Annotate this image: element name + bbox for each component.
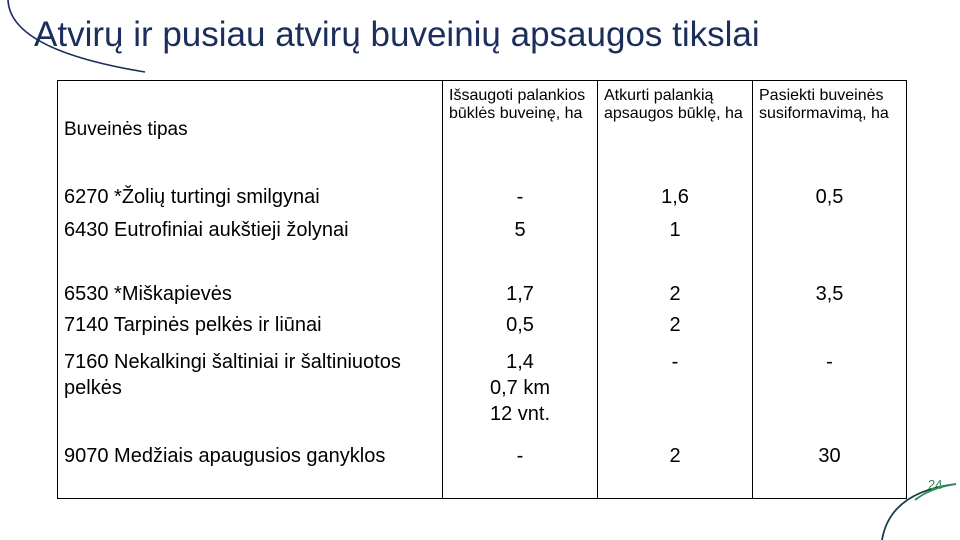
preserve-value-count: 12 vnt.: [489, 402, 551, 425]
restore-cell: 2: [598, 310, 753, 343]
table-row: [58, 437, 907, 499]
preserve-cell: 0,5: [443, 310, 598, 343]
habitat-goals-table: [57, 80, 907, 499]
formation-cell: 3,5: [753, 276, 907, 310]
habitat-type-cell: 9070 Medžiais apaugusios ganyklos: [58, 437, 443, 499]
habitat-type-cell: 6530 *Miškapievės: [58, 276, 443, 310]
table-row: [58, 343, 907, 437]
preserve-cell: -: [443, 437, 598, 499]
header-restore: Atkurti palankią apsaugos būklę, ha: [598, 81, 753, 179]
restore-cell: 1,6: [598, 179, 753, 215]
restore-cell: 1: [598, 215, 753, 276]
habitat-type-cell: 6430 Eutrofiniai aukštieji žolynai: [58, 215, 443, 276]
formation-cell: [753, 215, 907, 276]
restore-cell: -: [598, 343, 753, 437]
preserve-cell: 1,7: [443, 276, 598, 310]
header-preserve: Išsaugoti palankios būklės buveinę, ha: [443, 81, 598, 179]
slide-title: Atvirų ir pusiau atvirų buveinių apsaugos tikslai: [34, 15, 760, 54]
decorative-arc-bottom: [870, 480, 960, 540]
page-number: 24: [928, 477, 943, 492]
formation-cell: [753, 310, 907, 343]
table-row: [58, 179, 907, 215]
habitat-type-cell: 7140 Tarpinės pelkės ir liūnai: [58, 310, 443, 343]
preserve-value-area: 1,4: [506, 350, 534, 373]
table-row: [58, 215, 907, 276]
habitat-type-cell: 6270 *Žolių turtingi smilgynai: [58, 179, 443, 215]
preserve-cell: -: [443, 179, 598, 215]
preserve-cell: 5: [443, 215, 598, 276]
formation-cell: -: [753, 343, 907, 437]
restore-cell: 2: [598, 437, 753, 499]
restore-cell: 2: [598, 276, 753, 310]
preserve-cell: [443, 343, 598, 437]
preserve-value-length: 0,7 km: [489, 376, 551, 399]
table-row: [58, 276, 907, 310]
table-row: [58, 310, 907, 343]
formation-cell: 0,5: [753, 179, 907, 215]
formation-cell: 30: [753, 437, 907, 499]
table-header-row: [58, 81, 907, 179]
habitat-type-cell: 7160 Nekalkingi šaltiniai ir šaltiniuotos pelkės: [58, 343, 443, 437]
header-formation: Pasiekti buveinės susiformavimą, ha: [753, 81, 907, 179]
header-habitat-type: Buveinės tipas: [58, 81, 443, 179]
